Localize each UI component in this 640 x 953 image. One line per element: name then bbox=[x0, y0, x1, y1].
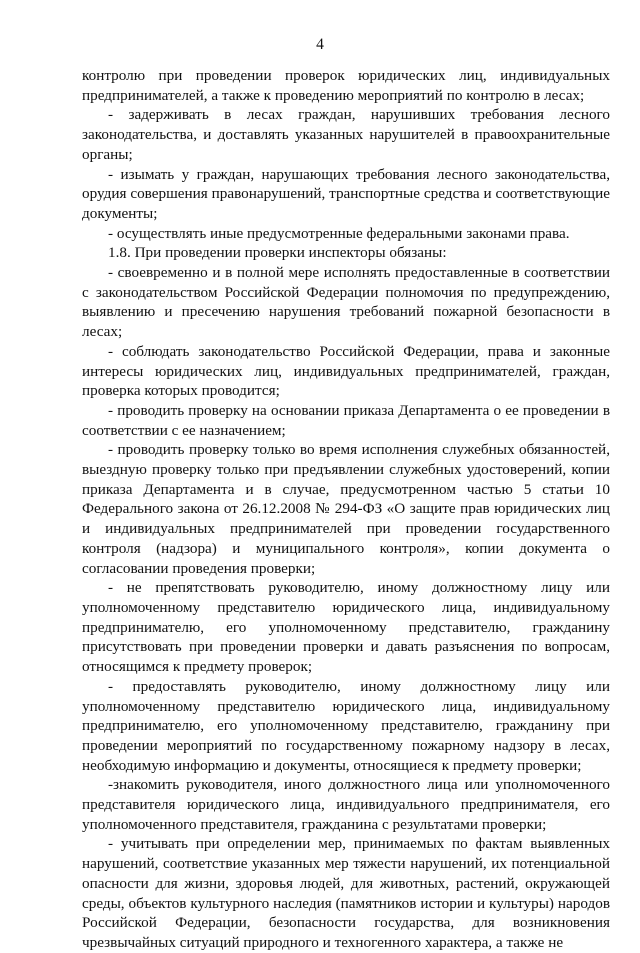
paragraph: -знакомить руководителя, иного должностного лица или уполномоченного представителя юридического лица, индивидуального предпринимателя, его уполномоченного представителя, гражданина с результатами проверки; bbox=[82, 776, 610, 833]
paragraph: 1.8. При проведении проверки инспекторы обязаны: bbox=[108, 244, 447, 262]
paragraph: - не препятствовать руководителю, иному должностному лицу или уполномоченному представителю юридического лица, индивидуальному предпринимателю, его уполномоченному представителю, гражданину присутствовать при проведении проверки и давать разъяснения по вопросам, относящимся к предмету проверок; bbox=[82, 579, 610, 676]
paragraph: - осуществлять иные предусмотренные федеральными законами права. bbox=[108, 224, 570, 242]
paragraph: - учитывать при определении мер, принимаемых по фактам выявленных нарушений, соответствие указанных мер тяжести нарушений, их потенциальной опасности для жизни, здоровья людей, для животных, растений, окружающей среды, объектов культурного наследия (памятников истории и культуры) народов Российской Федерации, безопасности государства, для возникновения чрезвычайных ситуаций природного и техногенного характера, а также не bbox=[82, 835, 610, 951]
paragraph: - соблюдать законодательство Российской Федерации, права и законные интересы юридических лиц, индивидуальных предпринимателей, граждан, проверка которых проводится; bbox=[82, 342, 610, 400]
paragraph: контролю при проведении проверок юридических лиц, индивидуальных предпринимателей, а также к проведению мероприятий по контролю в лесах; bbox=[82, 67, 610, 104]
paragraph: - проводить проверку на основании приказа Департамента о ее проведении в соответствии с ее назначением; bbox=[82, 401, 610, 439]
document-body bbox=[82, 66, 610, 953]
paragraph: - изымать у граждан, нарушающих требования лесного законодательства, орудия совершения правонарушений, транспортные средства и соответствующие документы; bbox=[82, 165, 610, 222]
paragraph: - своевременно и в полной мере исполнять предоставленные в соответствии с законодательством Российской Федерации полномочия по предупреждению, выявлению и пресечению нарушения требований пожарной безопасности в лесах; bbox=[82, 264, 610, 341]
paragraph: - предоставлять руководителю, иному должностному лицу или уполномоченному представителю юридического лица, индивидуальному предпринимателю, его уполномоченному представителю, гражданину при проведении мероприятий по государственному пожарному надзору в лесах, необходимую информацию и документы, относящиеся к предмету проверки; bbox=[82, 677, 610, 774]
page-number: 4 bbox=[316, 36, 324, 53]
paragraph: - задерживать в лесах граждан, нарушивших требования лесного законодательства, и доставлять указанных нарушителей в правоохранительные органы; bbox=[82, 106, 610, 163]
paragraph: - проводить проверку только во время исполнения служебных обязанностей, выездную проверку только при предъявлении служебных удостоверений, копии приказа Департамента и в случае, предусмотренном частью 5 статьи 10 Федерального закона от 26.12.2008 № 294-ФЗ «О защите прав юридических лиц и индивидуальных предпринимателей при проведении государственного контроля (надзора) и муниципального контроля», копии документа о согласовании проведения проверки; bbox=[82, 441, 610, 577]
